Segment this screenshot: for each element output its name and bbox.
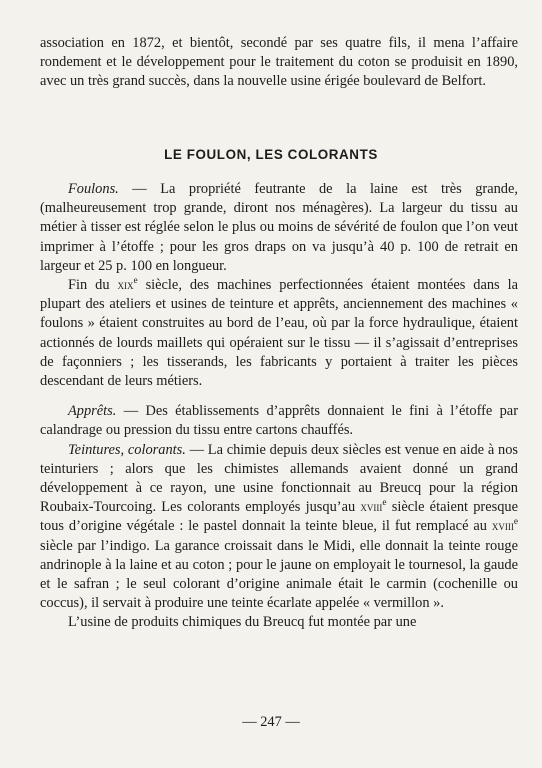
text-teintures-b: siècle étaient presque tous d’origine végétale : le pastel donnait la teinte bleue, il fut remplacé au [40, 499, 518, 535]
text-machines-before: Fin du [68, 277, 118, 294]
century-xviii-a-sup: e [382, 498, 387, 509]
section-heading: LE FOULON, LES COLORANTS [164, 147, 378, 162]
intro-paragraph: association en 1872, et bientôt, secondé par ses quatre fils, il mena l’affaire rondement et le développement pour le traitement du coton se produisit en 1890, avec un très grand succès, dans la nouvelle usine érigée boulevard de Belfort. [40, 35, 518, 90]
paragraph-machines [40, 276, 518, 391]
text-foulons: — La propriété feutrante de la laine est très grande, (malheureusement trop grande, diront nos ménagères). La largeur du tissu au métier à tisser est réglée selon le plus ou moins de sévérité de foulon que l’on veut imprimer à l’étoffe ; pour les gros draps on va jusqu’à 40 p. 100 de retrait en largeur et 25 p. 100 en longueur. [40, 181, 518, 274]
text-machines-after: siècle, des machines perfectionnées étaient montées dans la plupart des ateliers et usines de teinture et apprêts, anciennement des machines « foulons » étaient construites au bord de l’eau, où par la force hydraulique, étaient actionnés de lourds maillets qui opéraient sur le tissu — il s’agissait d’entreprises de façonniers ; les tisserands, les fabricants y portaient à traiter les pièces descendant de leurs métiers. [40, 277, 518, 390]
century-xix: xix [117, 278, 134, 293]
body-block [40, 180, 518, 633]
century-xviii-b-sup: e [513, 517, 518, 528]
paragraph-teintures [40, 441, 518, 614]
lead-foulons: Foulons. [68, 181, 119, 197]
century-xviii-a: xviii [360, 500, 383, 515]
page-number: — 247 — [242, 714, 300, 730]
paragraph-usine: L’usine de produits chimiques du Breucq fut montée par une [68, 614, 417, 631]
century-xix-sup: e [133, 276, 138, 287]
text-teintures-c: siècle par l’indigo. La garance croissait dans le Midi, elle donnait la teinte rouge andrinople à la laine et au coton ; pour le jaune on employait le tournesol, la gaude et le safran ; le seul colorant d’origine animale était le carmin (cochenille ou coccus), il servait à produire une teinte écarlate appelée « vermillon ». [40, 537, 518, 612]
paragraph-foulons [40, 180, 518, 276]
intro-block [40, 34, 518, 92]
text-apprets: — Des établissements d’apprêts donnaient le fini à l’étoffe par calandrage ou pression du tissu entre cartons chauffés. [40, 403, 518, 439]
lead-apprets: Apprêts. [68, 403, 117, 420]
paragraph-apprets [40, 402, 518, 440]
text-teintures-a: — La chimie depuis deux siècles est venue en aide à nos teinturiers ; alors que les chimistes allemands avaient donné un grand développement à ce rayon, une usine fonctionnait au Breucq pour la région Roubaix-Tourcoing. Les colorants employés jusqu’au [40, 441, 518, 516]
lead-teintures: Teintures, colorants. [68, 441, 186, 458]
century-xviii-b: xviii [491, 519, 514, 534]
